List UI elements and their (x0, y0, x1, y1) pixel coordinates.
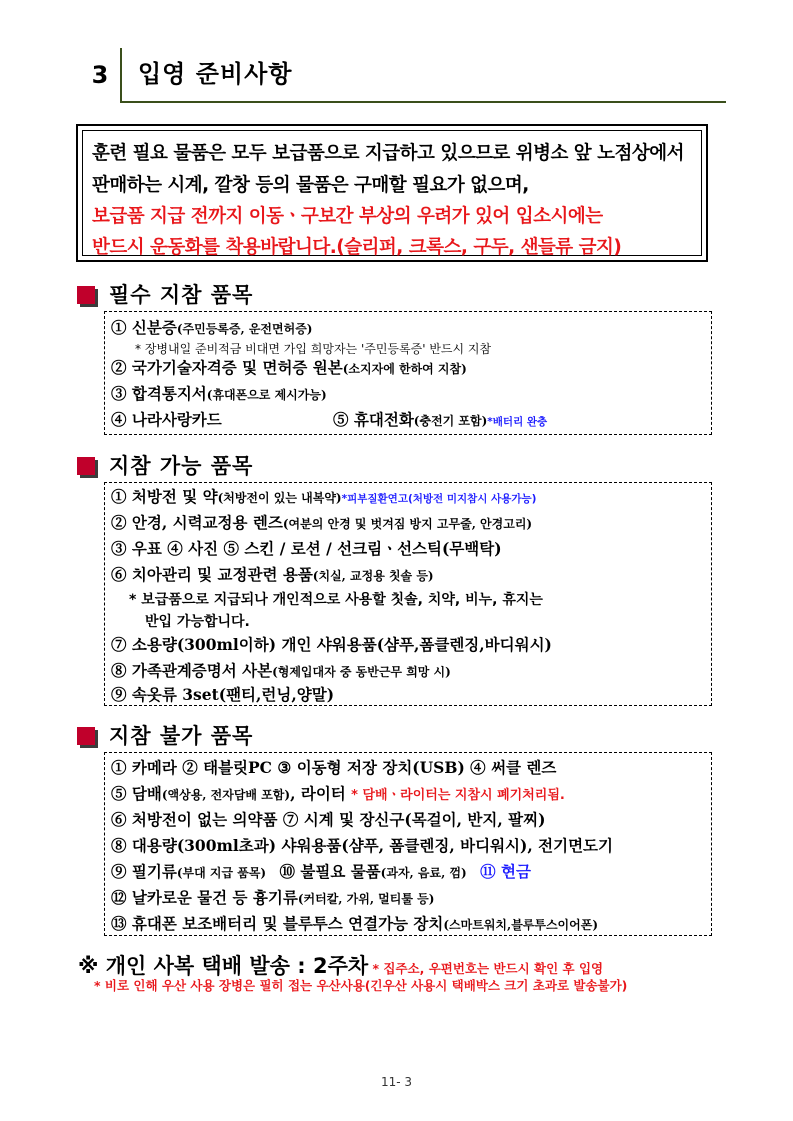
required-section-title: 필수 지참 품목 (109, 283, 254, 307)
required-item-2: ② 국가기술자격증 및 면허증 원본(소지자에 한하여 지참) (111, 358, 467, 377)
notice-line-3: 보급품 지급 전까지 이동ㆍ구보간 부상의 우려가 있어 입소시에는 (92, 206, 603, 227)
header-divider (120, 48, 122, 102)
umbrella-note: * 비로 인해 우산 사용 장병은 필히 접는 우산사용(긴우산 사용시 택배박스 크기 초과로 발송불가) (94, 978, 628, 993)
required-item-5: ⑤ 휴대전화(충전기 포함)*배터리 완충 (333, 410, 548, 429)
notice-line-2: 판매하는 시계, 깔창 등의 물품은 구매할 필요가 없으며, (92, 175, 529, 196)
forbidden-item-8: ⑧ 대용량(300ml초과) 샤워용품(샴푸, 폼클렌징, 바디워시), 전기면도기 (111, 836, 614, 855)
notice-inner-border (82, 130, 702, 256)
allowed-section-title: 지참 가능 품목 (109, 454, 254, 478)
notice-line-1: 훈련 필요 물품은 모두 보급품으로 지급하고 있으므로 위병소 앞 노점상에서 (92, 143, 684, 164)
section-bullet-square (77, 286, 95, 304)
section-header (78, 46, 726, 104)
section-bullet-square (77, 727, 95, 745)
page-title: 입영 준비사항 (138, 60, 293, 88)
forbidden-item-6-7: ⑥ 처방전이 없는 의약품 ⑦ 시계 및 장신구(목걸이, 반지, 팔찌) (111, 810, 546, 829)
allowed-item-6-note: * 보급품으로 지급되나 개인적으로 사용할 칫솔, 치약, 비누, 휴지는 (129, 592, 543, 608)
section-bullet-square (77, 457, 95, 475)
notice-box (76, 124, 708, 262)
allowed-item-9: ⑨ 속옷류 3set(팬티,런닝,양말) (111, 685, 335, 704)
section-number: 3 (91, 61, 109, 89)
header-underline (120, 101, 726, 103)
required-item-4: ④ 나라사랑카드 (111, 410, 222, 429)
allowed-item-2: ② 안경, 시력교정용 렌즈(여분의 안경 및 벗겨짐 방지 고무줄, 안경고리) (111, 513, 533, 532)
notice-line-4: 반드시 운동화를 착용바랍니다.(슬리퍼, 크록스, 구두, 샌들류 금지) (92, 237, 622, 258)
forbidden-item-12: ⑫ 날카로운 물건 등 흉기류(커터칼, 가위, 멀티툴 등) (111, 888, 435, 907)
page-number: 11- 3 (380, 1075, 413, 1089)
parcel-title: ※ 개인 사복 택배 발송 : 2주차 (78, 954, 369, 978)
forbidden-item-13: ⑬ 휴대폰 보조배터리 및 블루투스 연결가능 장치(스마트워치,블루투스이어폰) (111, 914, 599, 933)
allowed-items-box (104, 482, 712, 706)
allowed-item-6: ⑥ 치아관리 및 교정관련 용품(치실, 교정용 칫솔 등) (111, 565, 434, 584)
parcel-note: * 집주소, 우편번호는 반드시 확인 후 입영 (368, 961, 604, 976)
allowed-item-8: ⑧ 가족관계증명서 사본(형제입대자 중 동반근무 희망 시) (111, 661, 451, 680)
forbidden-item-9-11: ⑨ 필기류(부대 지급 품목) ⑩ 불필요 물품(과자, 음료, 껌) ⑪ 현금 (111, 862, 531, 881)
forbidden-item-1-4: ① 카메라 ② 태블릿PC ③ 이동형 저장 장치(USB) ④ 써클 렌즈 (111, 758, 557, 777)
required-item-1: ① 신분증(주민등록증, 운전면허증) (111, 318, 313, 337)
forbidden-item-5: ⑤ 담배(액상용, 전자담배 포함), 라이터 * 담배ㆍ라이터는 지참시 폐기처리됨. (111, 784, 565, 803)
forbidden-section-title: 지참 불가 품목 (109, 724, 254, 748)
allowed-item-7: ⑦ 소용량(300ml이하) 개인 샤워용품(샴푸,폼클렌징,바디워시) (111, 635, 552, 654)
allowed-item-1: ① 처방전 및 약(처방전이 있는 내복약)*피부질환연고(처방전 미지참시 사용가능) (111, 487, 537, 506)
required-item-1-note: * 장병내일 준비적금 비대면 가입 희망자는 '주민등록증' 반드시 지참 (135, 342, 492, 356)
allowed-item-6-note-cont: 반입 가능합니다. (145, 614, 250, 630)
required-item-3: ③ 합격통지서(휴대폰으로 제시가능) (111, 384, 327, 403)
allowed-item-3-5: ③ 우표 ④ 사진 ⑤ 스킨 / 로션 / 선크림ㆍ선스틱(무백탁) (111, 539, 502, 558)
forbidden-items-box (104, 752, 712, 936)
required-items-box (104, 311, 712, 435)
